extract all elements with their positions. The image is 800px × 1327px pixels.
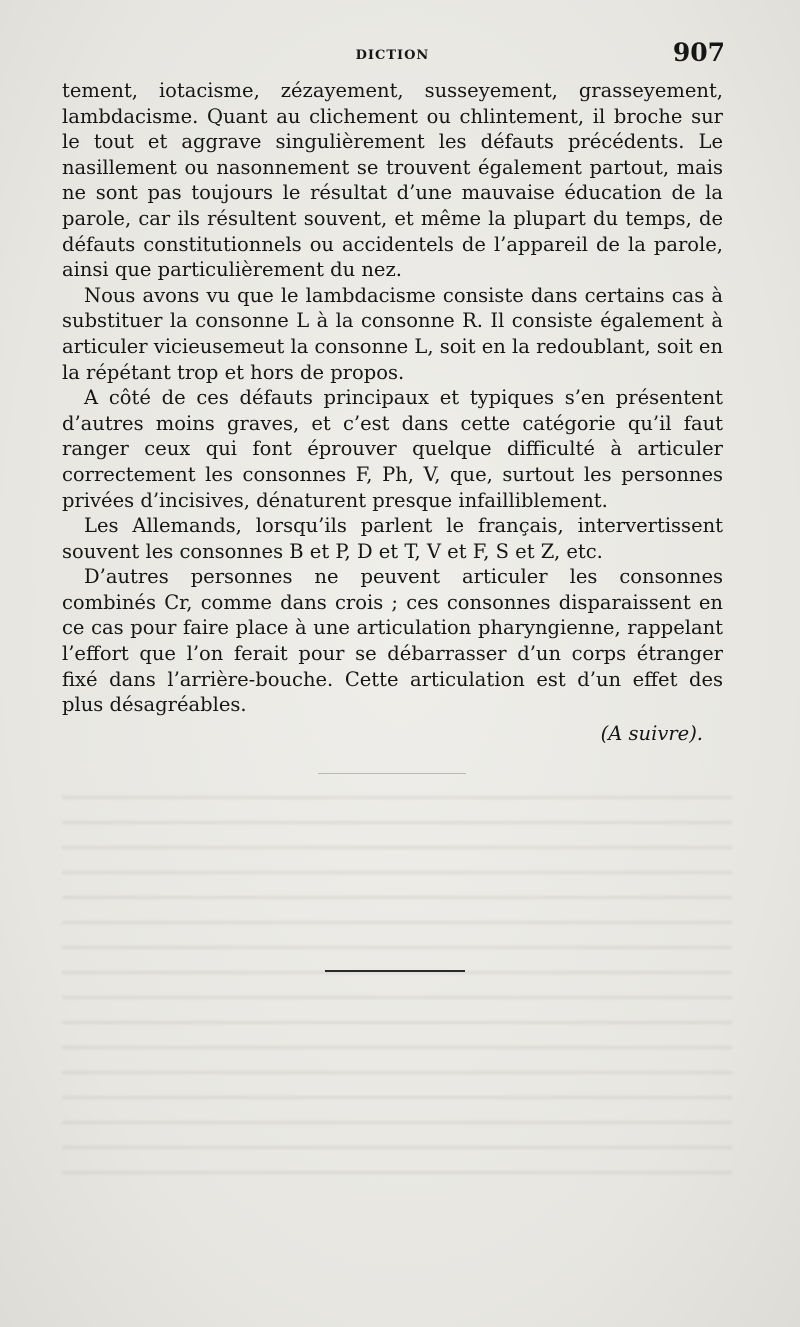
paragraph-1: tement, iotacisme, zézayement, susseyement, grasseyement, lambdacisme. Quant au clichement ou chlintement, il broche sur le tout et aggrave singulièrement les défauts précédents. Le nasillement ou nasonnement se trouvent également partout, mais ne sont pas toujours le résultat d’une mauvaise éducation de la parole, car ils résultent souvent, et même la plupart du temps, de défauts constitutionnels ou accidentels de l’appareil de la parole, ainsi que particulièrement du nez.	[62, 79, 723, 282]
page-number: 907	[672, 38, 725, 67]
paragraph-4: Les Allemands, lorsqu’ils parlent le français, intervertissent souvent les consonnes B et P, D et T, V et F, S et Z, etc.	[62, 514, 723, 563]
running-head: DICTION	[355, 48, 430, 63]
paragraph-2: Nous avons vu que le lambdacisme consiste dans certains cas à substituer la consonne L à la consonne R. Il consiste également à articuler vicieusemeut la consonne L, soit en la redoublant, soit en la répétant trop et hors de propos.	[62, 283, 723, 384]
page-header	[62, 38, 723, 78]
show-through-texture	[62, 790, 732, 1190]
body-text	[62, 78, 723, 718]
to-be-continued-text: (A suivre).	[600, 721, 703, 745]
to-be-continued	[62, 721, 723, 747]
section-divider	[318, 773, 466, 774]
paragraph-3: A côté de ces défauts principaux et typiques s’en présentent d’autres moins graves, et c’est dans cette catégorie qu’il faut ranger ceux qui font éprouver quelque difficulté à articuler correctement les consonnes F, Ph, V, que, surtout les personnes privées d’incisives, dénaturent presque infailliblement.	[62, 386, 723, 512]
bleed-through-rule	[325, 970, 465, 972]
paragraph-5: D’autres personnes ne peuvent articuler les consonnes combinés Cr, comme dans crois ; ces consonnes disparaissent en ce cas pour faire place à une articulation pharyngienne, rappelant l’effort que l’on ferait pour se débarrasser d’un corps étranger fixé dans l’arrière-bouche. Cette articulation est d’un effet des plus désagréables.	[62, 565, 723, 717]
